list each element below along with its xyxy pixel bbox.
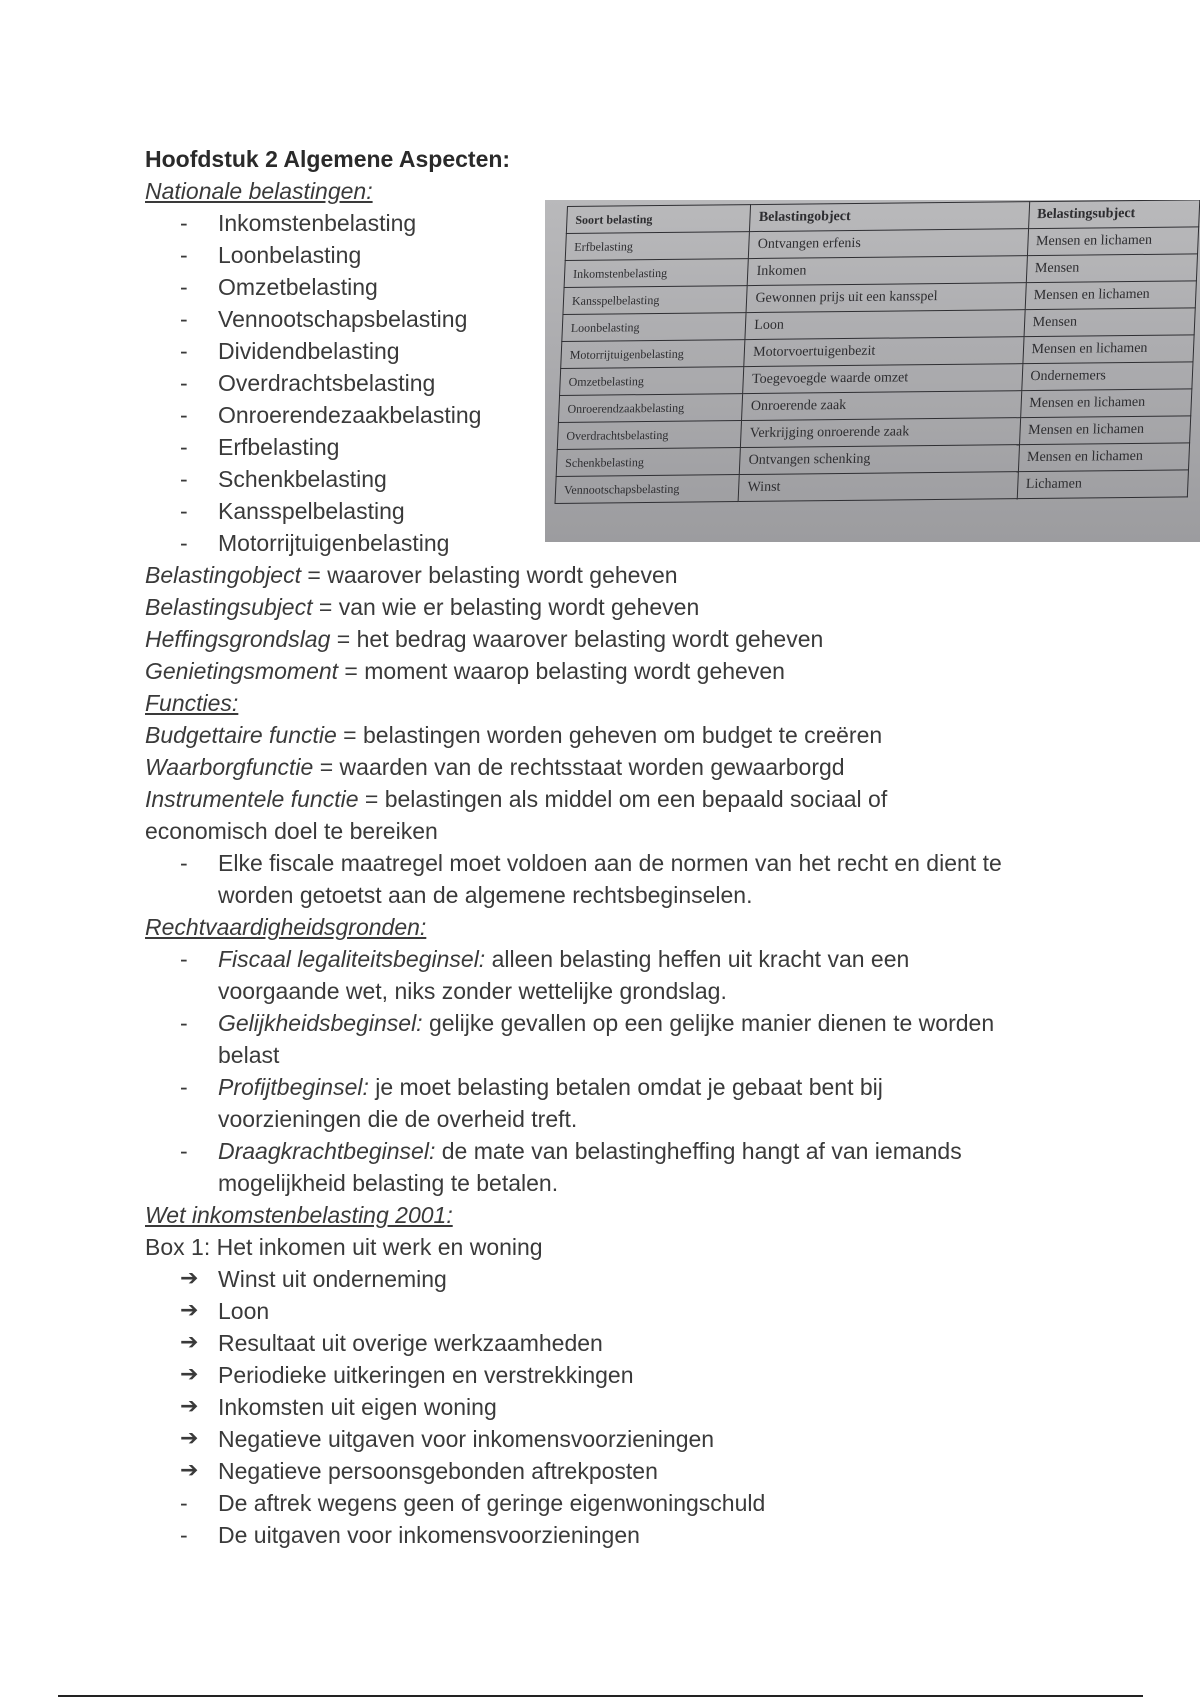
dash-bullet: - xyxy=(180,402,188,428)
principle-line xyxy=(218,1071,883,1103)
list-item: Periodieke uitkeringen en verstrekkingen xyxy=(218,1362,634,1388)
dash-bullet: - xyxy=(180,370,188,396)
table-row xyxy=(555,470,1188,504)
dash-bullet: - xyxy=(180,338,188,364)
principle-continuation: mogelijkheid belasting te betalen. xyxy=(218,1170,559,1196)
dash-bullet: - xyxy=(180,434,188,460)
list-item: Kansspelbelasting xyxy=(218,498,405,524)
definition-text: = van wie er belasting wordt geheven xyxy=(312,594,700,620)
dash-bullet: - xyxy=(180,1010,188,1036)
table-cell: Mensen en lichamen xyxy=(1020,389,1192,418)
table-cell: Loonbelasting xyxy=(562,313,747,342)
principle-term: Fiscaal legaliteitsbeginsel: xyxy=(218,946,486,972)
table-cell: Gewonnen prijs uit een kansspel xyxy=(746,283,1025,313)
table-cell: Erfbelasting xyxy=(565,232,750,261)
arrow-icon: ➔ xyxy=(180,1362,199,1387)
dash-bullet: - xyxy=(180,306,188,332)
table-cell: Mensen en lichamen xyxy=(1018,443,1190,472)
table-cell: Toegevoegde waarde omzet xyxy=(743,364,1022,394)
table-cell: Vennootschapsbelasting xyxy=(555,475,740,504)
section-heading-rechtvaardigheid: Rechtvaardigheidsgronden: xyxy=(145,914,427,940)
table-cell: Inkomen xyxy=(748,256,1027,286)
table-cell: Ontvangen schenking xyxy=(740,445,1019,475)
dash-bullet: - xyxy=(180,498,188,524)
page-bottom-rule xyxy=(58,1695,1143,1697)
principle-continuation: belast xyxy=(218,1042,280,1068)
table-header-cell: Belastingsubject xyxy=(1028,200,1200,229)
principle-term: Gelijkheidsbeginsel: xyxy=(218,1010,423,1036)
list-item: Overdrachtsbelasting xyxy=(218,370,436,396)
chapter-title: Hoofdstuk 2 Algemene Aspecten: xyxy=(145,146,511,172)
table-cell: Verkrijging onroerende zaak xyxy=(741,418,1020,448)
table-cell: Schenkbelasting xyxy=(556,448,741,477)
table-cell: Overdrachtsbelasting xyxy=(557,421,742,450)
definition-line xyxy=(145,559,678,591)
function-text: = belastingen worden geheven om budget te creëren xyxy=(336,722,883,748)
list-item: Loon xyxy=(218,1298,270,1324)
principle-line xyxy=(218,1007,994,1039)
function-line xyxy=(145,751,845,783)
list-item: Loonbelasting xyxy=(218,242,362,268)
principle-text: gelijke gevallen op een gelijke manier dienen te worden xyxy=(422,1010,995,1036)
dash-bullet: - xyxy=(180,946,188,972)
dash-bullet: - xyxy=(180,850,188,876)
dash-bullet: - xyxy=(180,530,188,556)
dash-bullet: - xyxy=(180,274,188,300)
table-cell: Motorvoertuigenbezit xyxy=(744,337,1023,367)
section-heading-wet: Wet inkomstenbelasting 2001: xyxy=(145,1202,453,1228)
list-item: Omzetbelasting xyxy=(218,274,378,300)
list-item: Resultaat uit overige werkzaamheden xyxy=(218,1330,603,1356)
list-item: Schenkbelasting xyxy=(218,466,387,492)
bullet-text: Elke fiscale maatregel moet voldoen aan de normen van het recht en dient te xyxy=(218,850,1002,876)
tax-table xyxy=(555,200,1200,504)
table-cell: Ondernemers xyxy=(1021,362,1193,391)
table-cell: Mensen en lichamen xyxy=(1027,227,1199,256)
definition-term: Heffingsgrondslag xyxy=(145,626,331,652)
list-item: Dividendbelasting xyxy=(218,338,400,364)
list-item: Inkomsten uit eigen woning xyxy=(218,1394,497,1420)
list-item: Inkomstenbelasting xyxy=(218,210,417,236)
definition-line xyxy=(145,623,823,655)
list-item: Negatieve uitgaven voor inkomensvoorzieningen xyxy=(218,1426,715,1452)
principle-line xyxy=(218,943,909,975)
table-cell: Lichamen xyxy=(1017,470,1189,499)
table-cell: Ontvangen erfenis xyxy=(749,229,1028,259)
table-header-cell: Belastingobject xyxy=(750,202,1029,232)
arrow-icon: ➔ xyxy=(180,1426,199,1451)
dash-bullet: - xyxy=(180,1490,188,1516)
function-text: = waarden van de rechtsstaat worden gewaarborgd xyxy=(313,754,845,780)
list-item: Negatieve persoonsgebonden aftrekposten xyxy=(218,1458,658,1484)
box1-heading: Box 1: Het inkomen uit werk en woning xyxy=(145,1234,543,1260)
principle-line xyxy=(218,1135,962,1167)
dash-bullet: - xyxy=(180,210,188,236)
definition-term: Belastingsubject xyxy=(145,594,313,620)
function-line xyxy=(145,719,882,751)
principle-continuation: voorgaande wet, niks zonder wettelijke grondslag. xyxy=(218,978,727,1004)
definition-text: = moment waarop belasting wordt geheven xyxy=(338,658,785,684)
function-term: Waarborgfunctie xyxy=(145,754,314,780)
table-header-cell: Soort belasting xyxy=(566,205,751,234)
function-text: = belastingen als middel om een bepaald sociaal of xyxy=(358,786,888,812)
list-item: Winst uit onderneming xyxy=(218,1266,447,1292)
dash-bullet: - xyxy=(180,1074,188,1100)
function-continuation: economisch doel te bereiken xyxy=(145,818,438,844)
list-item: Vennootschapsbelasting xyxy=(218,306,468,332)
arrow-icon: ➔ xyxy=(180,1394,199,1419)
list-item: De aftrek wegens geen of geringe eigenwoningschuld xyxy=(218,1490,766,1516)
principle-continuation: voorzieningen die de overheid treft. xyxy=(218,1106,578,1132)
table-cell: Mensen xyxy=(1024,308,1196,337)
section-heading-functies: Functies: xyxy=(145,690,239,716)
function-term: Instrumentele functie xyxy=(145,786,359,812)
definition-line xyxy=(145,591,699,623)
list-item: Onroerendezaakbelasting xyxy=(218,402,482,428)
arrow-icon: ➔ xyxy=(180,1266,199,1291)
definition-line xyxy=(145,655,785,687)
table-cell: Winst xyxy=(738,472,1017,502)
principle-term: Profijtbeginsel: xyxy=(218,1074,369,1100)
dash-bullet: - xyxy=(180,242,188,268)
table-cell: Mensen en lichamen xyxy=(1022,335,1194,364)
table-cell: Omzetbelasting xyxy=(560,367,745,396)
dash-bullet: - xyxy=(180,466,188,492)
bullet-text-continuation: worden getoetst aan de algemene rechtsbeginselen. xyxy=(218,882,753,908)
tax-table-photo xyxy=(545,200,1200,542)
table-cell: Onroerende zaak xyxy=(742,391,1021,421)
table-cell: Motorrijtuigenbelasting xyxy=(561,340,746,369)
table-cell: Loon xyxy=(745,310,1024,340)
principle-text: alleen belasting heffen uit kracht van een xyxy=(485,946,910,972)
principle-term: Draagkrachtbeginsel: xyxy=(218,1138,436,1164)
definition-term: Belastingobject xyxy=(145,562,301,588)
section-heading-nationale: Nationale belastingen: xyxy=(145,178,373,204)
list-item: De uitgaven voor inkomensvoorzieningen xyxy=(218,1522,640,1548)
table-cell: Mensen xyxy=(1026,254,1198,283)
table-cell: Onroerendzaakbelasting xyxy=(558,394,743,423)
dash-bullet: - xyxy=(180,1138,188,1164)
principle-text: de mate van belastingheffing hangt af van iemands xyxy=(435,1138,962,1164)
principle-text: je moet belasting betalen omdat je gebaat bent bij xyxy=(368,1074,883,1100)
list-item: Erfbelasting xyxy=(218,434,340,460)
arrow-icon: ➔ xyxy=(180,1458,199,1483)
table-cell: Inkomstenbelasting xyxy=(564,259,749,288)
definition-text: = het bedrag waarover belasting wordt geheven xyxy=(330,626,824,652)
table-cell: Mensen en lichamen xyxy=(1025,281,1197,310)
definition-term: Genietingsmoment xyxy=(145,658,339,684)
list-item: Motorrijtuigenbelasting xyxy=(218,530,450,556)
arrow-icon: ➔ xyxy=(180,1298,199,1323)
table-cell: Kansspelbelasting xyxy=(563,286,748,315)
function-term: Budgettaire functie xyxy=(145,722,337,748)
table-cell: Mensen en lichamen xyxy=(1019,416,1191,445)
dash-bullet: - xyxy=(180,1522,188,1548)
definition-text: = waarover belasting wordt geheven xyxy=(301,562,678,588)
function-line xyxy=(145,783,887,815)
arrow-icon: ➔ xyxy=(180,1330,199,1355)
